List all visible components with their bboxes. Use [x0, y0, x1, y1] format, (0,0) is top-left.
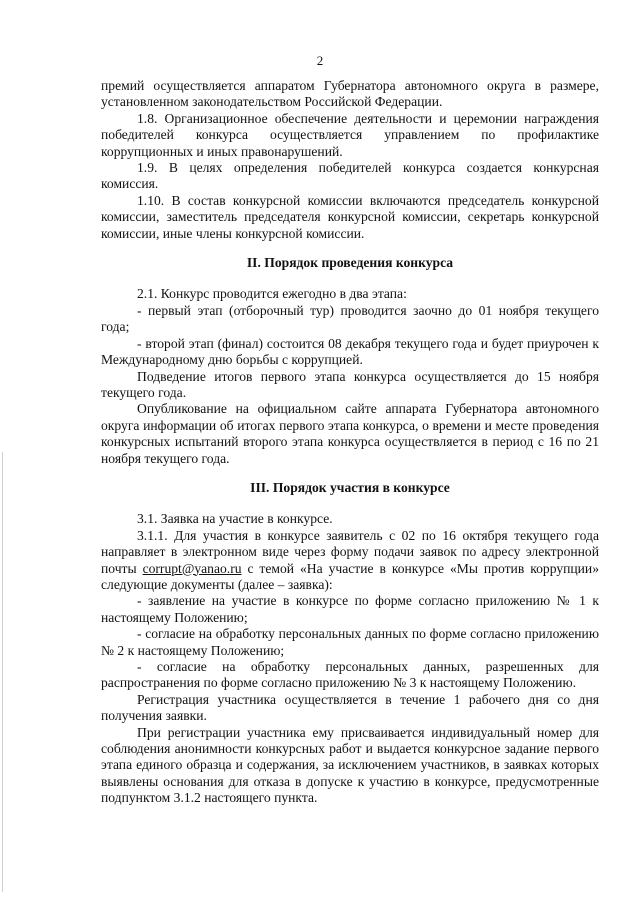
- page-number: 2: [316, 53, 324, 68]
- paragraph-publication: Опубликование на официальном сайте аппарата Губернатора автономного округа информации об итогах первого этапа конкурса, о времени и месте проведения конкурсных испытаний второго этапа конкурса осуществляется в период с 16 по 21 ноября текущего года.: [101, 401, 599, 466]
- paragraph-intro-1: премий осуществляется аппаратом Губернатора автономного округа в размере, установленном законодательством Российской Федерации.: [101, 78, 599, 110]
- paragraph-results: Подведение итогов первого этапа конкурса осуществляется до 15 ноября текущего года.: [101, 368, 599, 400]
- document-body: [101, 78, 599, 807]
- paragraph-3-1-1-text-b: с темой «На участие в конкурсе «Мы против коррупции» следующие документы (далее – заявка):: [101, 560, 600, 592]
- list-item-consent-1: - согласие на обработку персональных данных по форме согласно приложению № 2 к настоящему Положению;: [101, 626, 599, 658]
- paragraph-3-1-1-text-a: 3.1.1. Для участия в конкурсе заявитель с 02 по 16 октября текущего года направляет в электронном виде через форму подачи заявок по адресу электронной почты: [101, 527, 599, 576]
- paragraph-3-1-1: [101, 528, 599, 594]
- paragraph-1-9: 1.9. В целях определения победителей конкурса создается конкурсная комиссия.: [101, 160, 599, 192]
- list-item-consent-2: - согласие на обработку персональных данных, разрешенных для распространения по форме согласно приложению № 3 к настоящему Положению.: [101, 659, 599, 691]
- section-2-heading: II. Порядок проведения конкурса: [246, 255, 454, 271]
- paragraph-1-10: 1.10. В состав конкурсной комиссии включаются председатель конкурсной комиссии, заместитель председателя конкурсной комиссии, секретарь конкурсной комиссии, иные члены конкурсной комиссии.: [101, 192, 599, 241]
- list-item-stage-1: - первый этап (отборочный тур) проводится заочно до 01 ноября текущего года;: [101, 302, 599, 335]
- paragraph-registration: Регистрация участника осуществляется в течение 1 рабочего дня со дня получения заявки.: [101, 691, 599, 724]
- paragraph-participant-number: При регистрации участника ему присваивается индивидуальный номер для соблюдения анонимности конкурсных работ и выдается конкурсное задание первого этапа единого образца и содержания, за исключением участников, в заявках которых выявлены основания для отказа в допуске к участию в конкурсе, предусмотренные подпунктом 3.1.2 настоящего пункта.: [101, 724, 599, 806]
- list-item-application: - заявление на участие в конкурсе по форме согласно приложению № 1 к настоящему Положению;: [101, 593, 599, 625]
- scan-edge-line: [2, 452, 3, 892]
- email-link[interactable]: corrupt@yanao.ru: [142, 560, 242, 576]
- list-item-stage-2: - второй этап (финал) состоится 08 декабря текущего года и будет приурочен к Международному дню борьбы с коррупцией.: [101, 335, 599, 368]
- section-3-heading: III. Порядок участия в конкурсе: [250, 479, 450, 495]
- paragraph-3-1: 3.1. Заявка на участие в конкурсе.: [137, 511, 333, 527]
- paragraph-1-8: 1.8. Организационное обеспечение деятельности и церемонии награждения победителей конкурса осуществляется управлением по профилактике коррупционных и иных правонарушений.: [101, 110, 599, 159]
- paragraph-2-1: 2.1. Конкурс проводится ежегодно в два этапа:: [137, 286, 407, 302]
